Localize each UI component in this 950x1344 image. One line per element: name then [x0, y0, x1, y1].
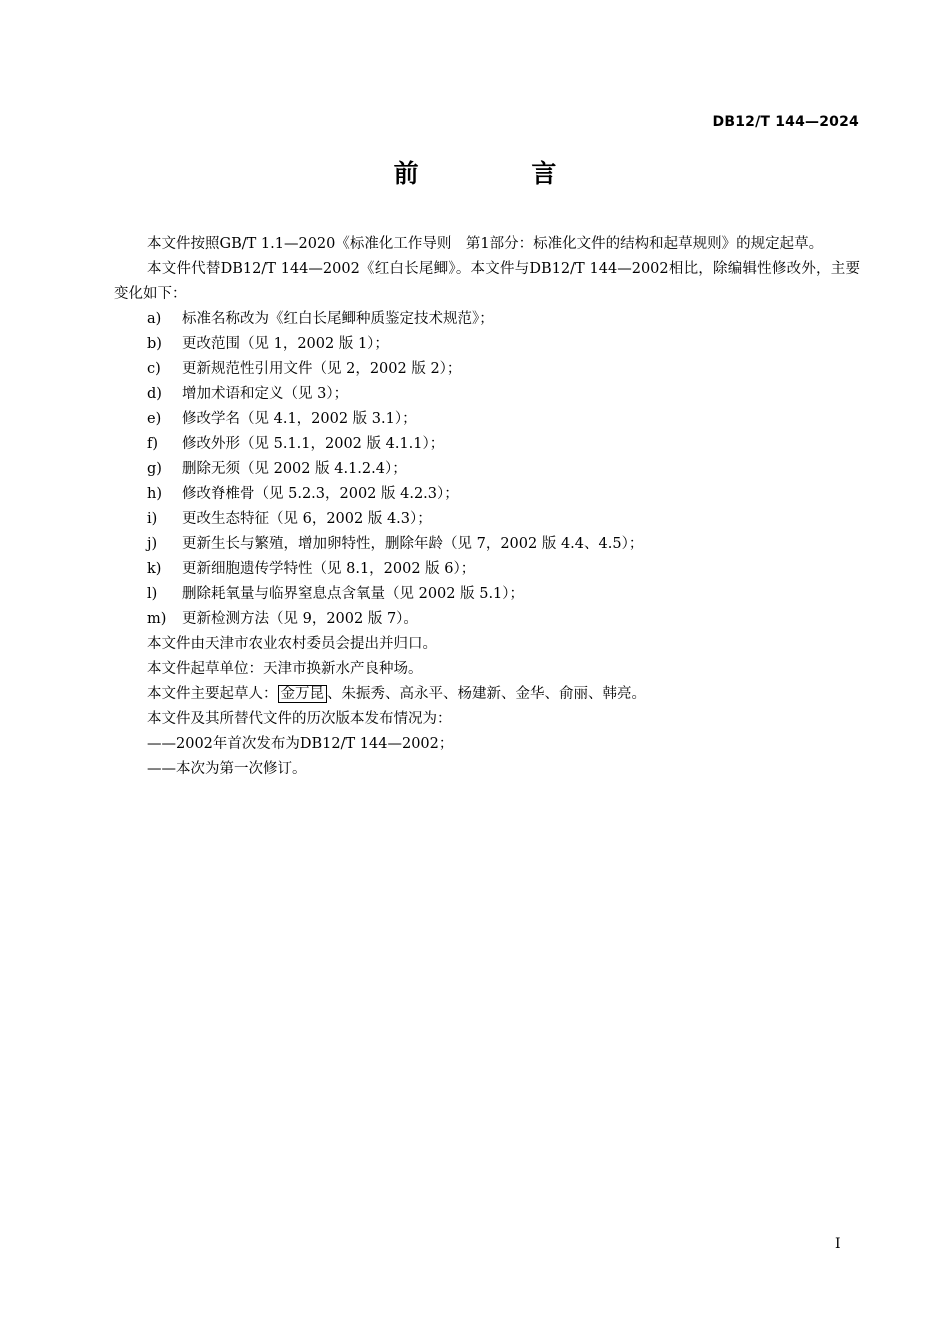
- list-item: [114, 432, 860, 457]
- list-item-text: 更改生态特征（见 6，2002 版 4.3）；: [182, 511, 432, 527]
- list-item: [114, 482, 860, 507]
- list-item: [114, 507, 860, 532]
- list-item-text: 修改外形（见 5.1.1，2002 版 4.1.1）；: [182, 436, 445, 452]
- list-item-text: 修改脊椎骨（见 5.2.3，2002 版 4.2.3）；: [182, 486, 459, 502]
- drafters-rest: 、朱振秀、高永平、杨建新、金华、俞丽、韩亮。: [327, 686, 646, 702]
- list-item: [114, 382, 860, 407]
- list-item-text: 更新细胞遗传学特性（见 8.1，2002 版 6）；: [182, 561, 476, 577]
- list-item: [114, 557, 860, 582]
- history-intro: 本文件及其所替代文件的历次版本发布情况为：: [147, 711, 452, 727]
- list-item-text: 标准名称改为《红白长尾鲫种质鉴定技术规范》；: [182, 311, 494, 327]
- list-marker: j): [147, 536, 158, 552]
- drafting-unit-statement: 本文件起草单位：天津市换新水产良种场。: [147, 661, 423, 677]
- list-marker: b): [147, 336, 162, 352]
- list-marker: l): [147, 586, 158, 602]
- proposer-statement: 本文件由天津市农业农村委员会提出并归口。: [147, 636, 437, 652]
- drafters-prefix: 本文件主要起草人：: [147, 686, 278, 702]
- list-item: [114, 332, 860, 357]
- list-item-text: 更改范围（见 1，2002 版 1）；: [182, 336, 389, 352]
- list-marker: f): [147, 436, 159, 452]
- list-item-text: 更新检测方法（见 9，2002 版 7）。: [182, 611, 418, 627]
- list-marker: h): [147, 486, 162, 502]
- list-item-text: 修改学名（见 4.1，2002 版 3.1）；: [182, 411, 417, 427]
- list-marker: a): [147, 311, 162, 327]
- list-item: [114, 607, 860, 632]
- list-item-text: 删除无须（见 2002 版 4.1.2.4）；: [182, 461, 407, 477]
- list-marker: c): [147, 361, 161, 377]
- history-item: ——本次为第一次修订。: [147, 761, 307, 777]
- list-item: [114, 307, 860, 332]
- page-title: 前 言: [393, 159, 609, 188]
- drafters-statement: [114, 682, 860, 707]
- list-marker: k): [147, 561, 162, 577]
- document-code: DB12/T 144—2024: [712, 114, 859, 130]
- list-item: [114, 407, 860, 432]
- history-item: ——2002年首次发布为DB12/T 144—2002；: [147, 736, 454, 752]
- list-item: [114, 532, 860, 557]
- list-item-text: 更新规范性引用文件（见 2，2002 版 2）；: [182, 361, 462, 377]
- list-item-text: 更新生长与繁殖，增加卵特性，删除年龄（见 7，2002 版 4.4、4.5）；: [182, 536, 644, 552]
- paragraph-drafting-basis: 本文件按照GB/T 1.1—2020《标准化工作导则 第1部分：标准化文件的结构和起草规则》的规定起草。: [147, 236, 824, 252]
- changes-list: [114, 307, 860, 632]
- list-marker: d): [147, 386, 162, 402]
- list-item: [114, 582, 860, 607]
- list-marker: g): [147, 461, 162, 477]
- list-marker: i): [147, 511, 158, 527]
- drafter-name-boxed: 金万昆: [278, 685, 328, 703]
- list-marker: e): [147, 411, 162, 427]
- page-number: I: [835, 1236, 841, 1252]
- paragraph-replacement: 本文件代替DB12/T 144—2002《红白长尾鲫》。本文件与DB12/T 144—2002相比，除编辑性修改外，主要变化如下：: [114, 261, 860, 302]
- foreword-body: [114, 232, 860, 782]
- list-item-text: 删除耗氧量与临界窒息点含氧量（见 2002 版 5.1）；: [182, 586, 525, 602]
- list-item: [114, 457, 860, 482]
- list-marker: m): [147, 611, 167, 627]
- list-item: [114, 357, 860, 382]
- list-item-text: 增加术语和定义（见 3）；: [182, 386, 349, 402]
